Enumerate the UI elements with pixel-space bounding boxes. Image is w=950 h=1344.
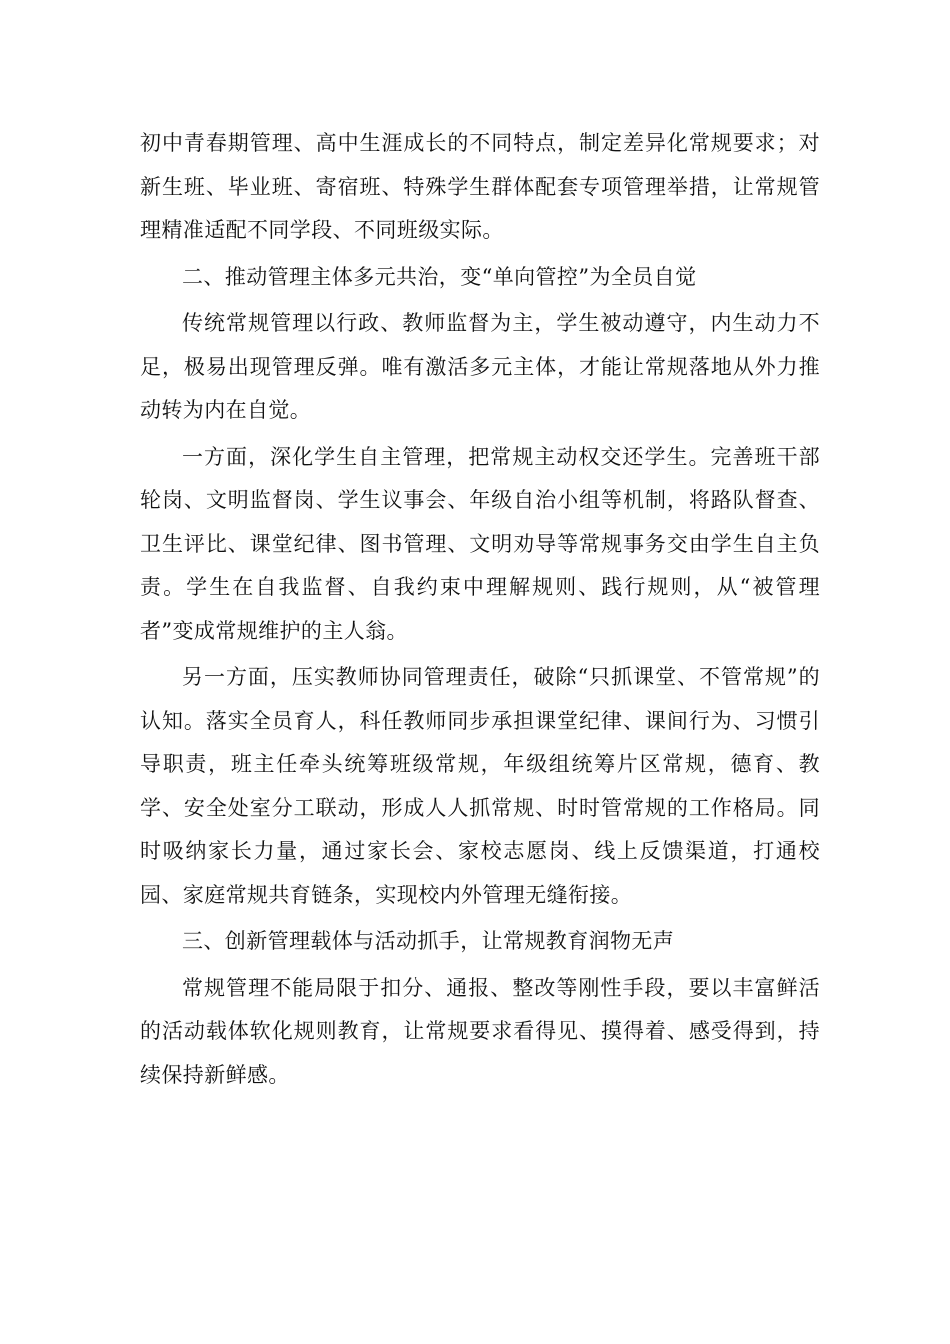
- section-heading-3: 三、创新管理载体与活动抓手，让常规教育润物无声: [182, 929, 675, 953]
- paragraph-activity-carriers: 常规管理不能局限于扣分、通报、整改等刚性手段，要以丰富鲜活的活动载体软化规则教育，让常规要求看得见、摸得着、感受得到，持续保持新鲜感。: [140, 975, 820, 1087]
- section-heading-2: 二、推动管理主体多元共治，变“单向管控”为全员自觉: [182, 264, 697, 289]
- paragraph-traditional-management: 传统常规管理以行政、教师监督为主，学生被动遵守，内生动力不足，极易出现管理反弹。唯有激活多元主体，才能让常规落地从外力推动转为内在自觉。: [140, 311, 820, 422]
- document-body: [140, 122, 820, 1100]
- paragraph-teacher-collaboration: 另一方面，压实教师协同管理责任，破除“只抓课堂、不管常规”的认知。落实全员育人，科任教师同步承担课堂纪律、课间行为、习惯引导职责，班主任牵头统筹班级常规，年级组统筹片区常规，德育、教学、安全处室分工联动，形成人人抓常规、时时管常规的工作格局。同时吸纳家长力量，通过家长会、家校志愿岗、线上反馈渠道，打通校园、家庭常规共育链条，实现校内外管理无缝衔接。: [140, 665, 820, 907]
- paragraph-student-self-management: 一方面，深化学生自主管理，把常规主动权交还学生。完善班干部轮岗、文明监督岗、学生议事会、年级自治小组等机制，将路队督查、卫生评比、课堂纪律、图书管理、文明劝导等常规事务交由学生自主负责。学生在自我监督、自我约束中理解规则、践行规则，从“被管理者”变成常规维护的主人翁。: [140, 444, 820, 643]
- paragraph-continuation: 初中青春期管理、高中生涯成长的不同特点，制定差异化常规要求；对新生班、毕业班、寄宿班、特殊学生群体配套专项管理举措，让常规管理精准适配不同学段、不同班级实际。: [140, 131, 820, 242]
